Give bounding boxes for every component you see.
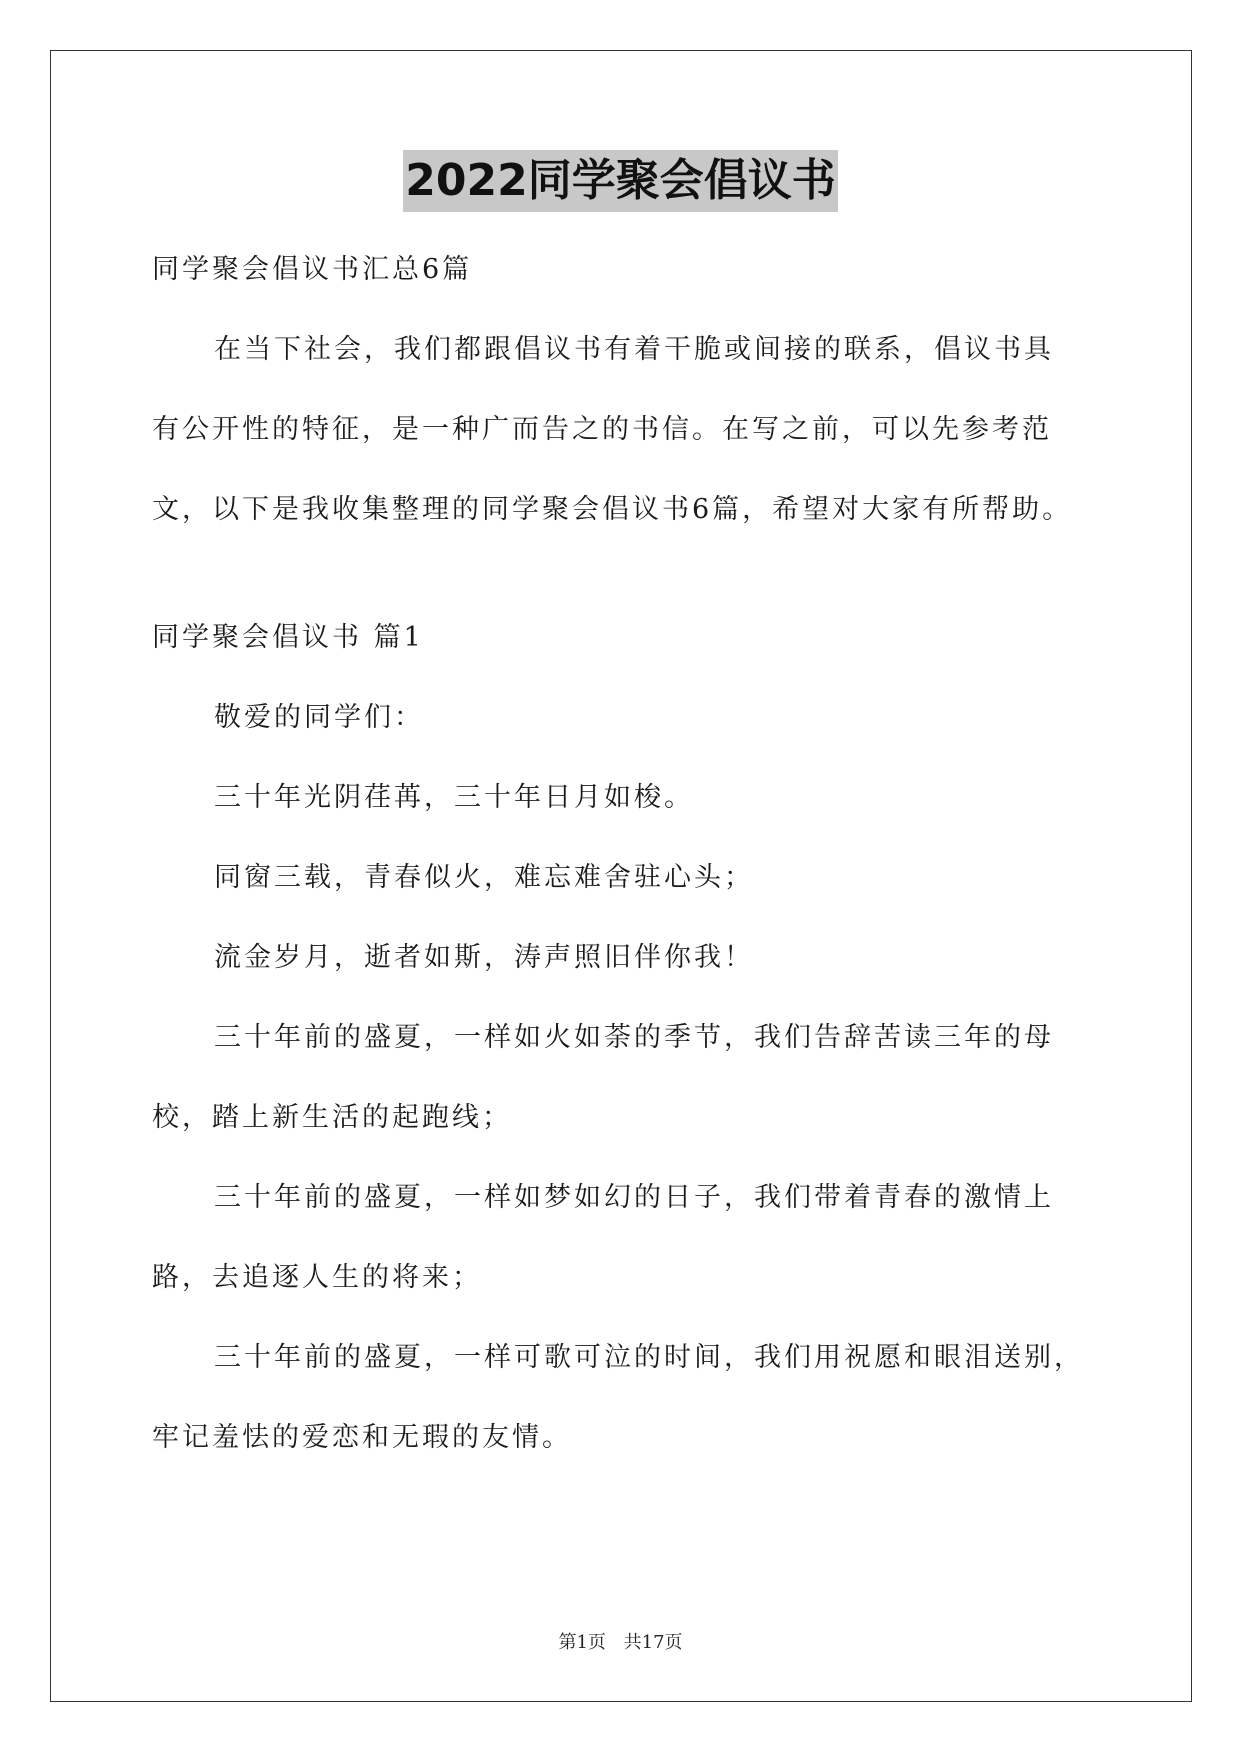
paragraph-line: 路，去追逐人生的将来； (152, 1262, 482, 1293)
subtitle: 同学聚会倡议书汇总6篇 (152, 254, 473, 285)
section-heading: 同学聚会倡议书 篇1 (152, 622, 424, 653)
paragraph-line: 三十年前的盛夏，一样如火如荼的季节，我们告辞苦读三年的母 (214, 1022, 1054, 1053)
paragraph-line: 三十年光阴荏苒，三十年日月如梭。 (214, 782, 694, 813)
intro-line-1: 在当下社会，我们都跟倡议书有着干脆或间接的联系，倡议书具 (214, 334, 1054, 365)
paragraph-line: 三十年前的盛夏，一样如梦如幻的日子，我们带着青春的激情上 (214, 1182, 1054, 1213)
paragraph-line: 同窗三载，青春似火，难忘难舍驻心头； (214, 862, 754, 893)
document-body (152, 230, 1092, 1478)
paragraph-line: 流金岁月，逝者如斯，涛声照旧伴你我！ (214, 942, 754, 973)
title-container (0, 150, 1241, 212)
paragraph-line: 牢记羞怯的爱恋和无瑕的友情。 (152, 1422, 572, 1453)
intro-line-3: 文，以下是我收集整理的同学聚会倡议书6篇，希望对大家有所帮助。 (152, 494, 1073, 525)
paragraph-line: 校，踏上新生活的起跑线； (152, 1102, 512, 1133)
paragraph-line: 敬爱的同学们： (214, 702, 424, 733)
document-title: 2022同学聚会倡议书 (403, 150, 837, 212)
page-total: 共17页 (623, 1632, 683, 1653)
intro-line-2: 有公开性的特征，是一种广而告之的书信。在写之前，可以先参考范 (152, 414, 1052, 445)
page-number: 第1页 (558, 1632, 606, 1653)
paragraph-line: 三十年前的盛夏，一样可歌可泣的时间，我们用祝愿和眼泪送别， (214, 1342, 1084, 1373)
page-footer (0, 1628, 1241, 1654)
